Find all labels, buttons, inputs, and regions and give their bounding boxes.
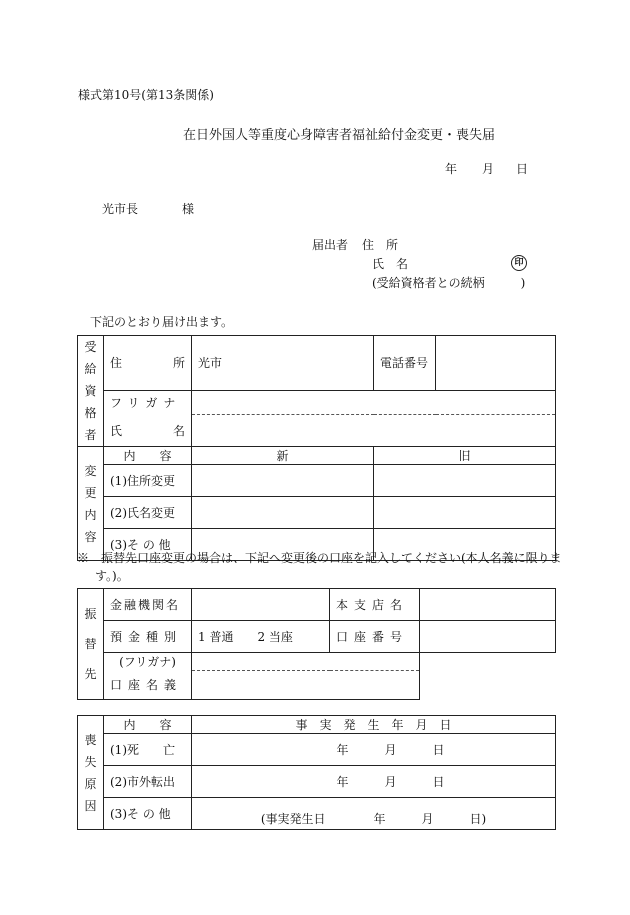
transfer-account-table	[77, 588, 556, 700]
account-holder-field[interactable]	[192, 670, 420, 699]
branch-name-field[interactable]	[420, 589, 556, 621]
deposit-type-options[interactable]: 1 普通 2 当座	[192, 621, 330, 653]
loss-col-content: 内 容	[104, 716, 192, 734]
account-holder-label: 口座名義	[104, 670, 192, 699]
bank-name-field[interactable]	[192, 589, 330, 621]
loss-date-field[interactable]: 年 月 日	[192, 766, 556, 798]
transfer-section-label: 振 替 先	[78, 589, 104, 700]
branch-name-label: 本支店名	[330, 589, 420, 621]
document-title: 在日外国人等重度心身障害者福祉給付金変更・喪失届	[183, 128, 496, 143]
intro-text: 下記のとおり届け出ます。	[90, 315, 234, 329]
relation-text: (受給資格者との続柄 )	[372, 276, 526, 290]
seal-mark	[511, 254, 527, 271]
change-new-field[interactable]	[192, 465, 374, 497]
loss-row-label: (2)市外転出	[104, 766, 192, 798]
change-old-field[interactable]	[374, 465, 556, 497]
recipient-furigana-label: フリガナ	[104, 390, 192, 415]
change-row-label: (2)氏名変更	[104, 497, 192, 529]
recipient-furigana-field[interactable]	[192, 390, 556, 415]
date-year-label: 年	[445, 162, 458, 176]
applicant-name-label: 氏 名	[372, 257, 409, 271]
addressee-honorific: 様	[182, 202, 195, 216]
account-number-field[interactable]	[420, 621, 556, 653]
account-number-label: 口座番号	[330, 621, 420, 653]
phone-label: 電話番号	[374, 336, 436, 391]
recipient-name-label-cell: 氏 名	[104, 415, 192, 447]
bank-name-label: 金融機関名	[104, 589, 192, 621]
loss-col-date: 事 実 発 生 年 月 日	[192, 716, 556, 734]
change-row-label: (3)そ の 他	[104, 529, 192, 561]
loss-date-field[interactable]: 年 月 日	[192, 734, 556, 766]
holder-furigana-field[interactable]	[192, 653, 420, 671]
loss-reason-table	[77, 715, 556, 830]
recipient-address-label-cell: 住 所	[104, 336, 192, 391]
addressee: 光市長	[102, 202, 139, 216]
holder-furigana-label: (フリガナ)	[104, 653, 192, 671]
applicant-address-label: 住 所	[362, 238, 399, 252]
applicant-label: 届出者	[312, 238, 349, 252]
change-new-field[interactable]	[192, 497, 374, 529]
recipient-address-field[interactable]: 光市	[192, 336, 374, 391]
deposit-type-label: 預金種別	[104, 621, 192, 653]
changes-col-old: 旧	[374, 447, 556, 465]
changes-col-new: 新	[192, 447, 374, 465]
loss-row-label: (1)死 亡	[104, 734, 192, 766]
loss-date-field[interactable]: (事実発生日 年 月 日)	[192, 798, 556, 830]
change-row-label: (1)住所変更	[104, 465, 192, 497]
loss-row-label: (3)そ の 他	[104, 798, 192, 830]
recipient-name-field[interactable]	[192, 415, 556, 447]
loss-section-label: 喪 失 原 因	[78, 716, 104, 830]
date-month-label: 月	[482, 162, 495, 176]
recipient-section-label: 受 給 資 格 者	[78, 336, 104, 447]
changes-section-label: 変 更 内 容	[78, 447, 104, 561]
phone-field[interactable]	[436, 336, 556, 391]
date-day-label: 日	[516, 162, 529, 176]
seal-icon: 印	[511, 255, 527, 271]
changes-col-content: 内 容	[104, 447, 192, 465]
recipient-changes-table	[77, 335, 556, 561]
note-line-2: す。)。	[95, 569, 129, 583]
form-number: 様式第10号(第13条関係)	[78, 88, 214, 102]
note-line-1: ※ 振替先口座変更の場合は、下記へ変更後の口座を記入してください(本人名義に限りま	[77, 551, 562, 565]
change-old-field[interactable]	[374, 497, 556, 529]
